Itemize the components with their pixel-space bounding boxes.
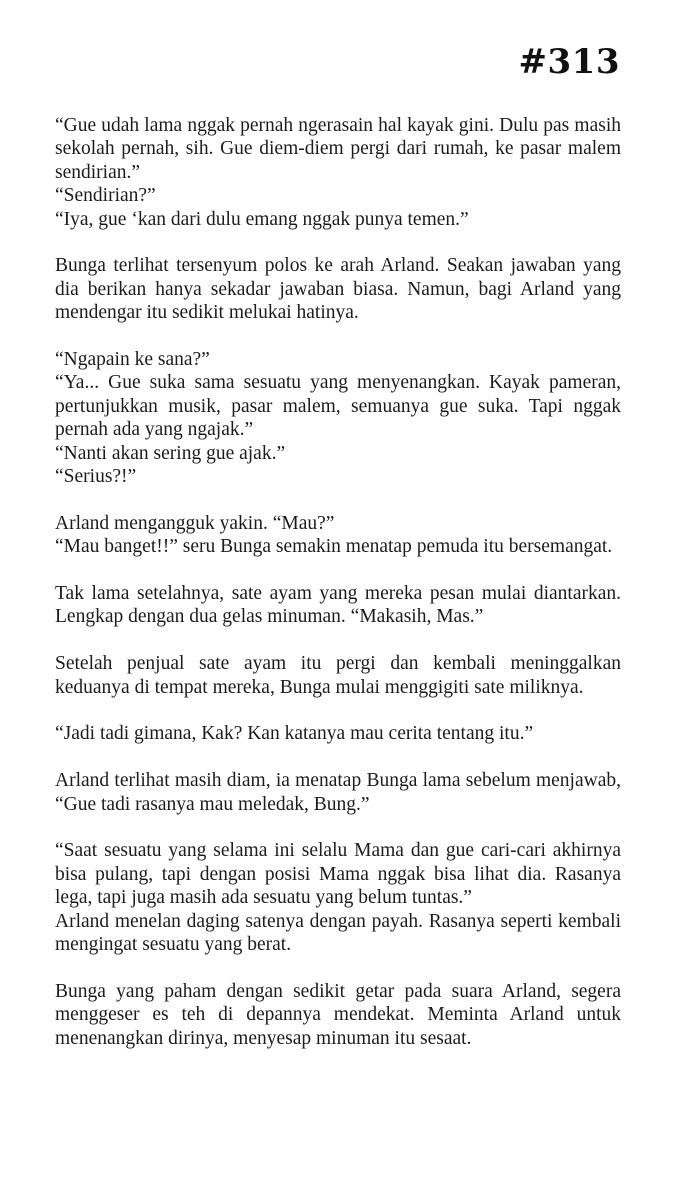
- dialogue-line: “Sendirian?”: [55, 185, 156, 207]
- paragraph: [55, 769, 621, 816]
- dialogue-line: “Serius?!”: [55, 466, 137, 488]
- dialogue-line: “Iya, gue ‘kan dari dulu emang nggak punya temen.”: [55, 208, 469, 230]
- paragraph: [55, 652, 621, 699]
- dialogue-line: “Mau banget!!” seru Bunga semakin menatap pemuda itu bersemangat.: [55, 536, 613, 558]
- paragraph: [55, 722, 621, 745]
- narration-line: Arland menelan daging satenya dengan payah. Rasanya seperti kembali mengingat sesuatu yang berat.: [55, 910, 621, 956]
- narration-line: Tak lama setelahnya, sate ayam yang mereka pesan mulai diantarkan. Lengkap dengan dua gelas minuman. “Makasih, Mas.”: [55, 583, 621, 628]
- narration-line: Bunga yang paham dengan sedikit getar pada suara Arland, segera menggeser es teh di depannya mendekat. Meminta Arland untuk menenangkan dirinya, menyesap minuman itu sesaat.: [55, 980, 621, 1049]
- paragraph: [55, 582, 621, 629]
- dialogue-line: “Gue udah lama nggak pernah ngerasain hal kayak gini. Dulu pas masih sekolah pernah, sih. Gue diem-diem pergi dari rumah, ke pasar malem sendirian.”: [55, 115, 621, 183]
- dialogue-line: “Jadi tadi gimana, Kak? Kan katanya mau cerita tentang itu.”: [55, 723, 534, 745]
- dialogue-line: “Saat sesuatu yang selama ini selalu Mama dan gue cari-cari akhirnya bisa pulang, tapi dengan posisi Mama nggak bisa lihat dia. Rasanya lega, tapi juga masih ada sesuatu yang belum tuntas.”: [55, 840, 621, 909]
- dialogue-line: “Nanti akan sering gue ajak.”: [55, 442, 286, 464]
- paragraph: [55, 254, 621, 324]
- paragraph: [55, 348, 621, 488]
- paragraph: [55, 114, 621, 231]
- paragraph: [55, 839, 621, 956]
- narration-line: Setelah penjual sate ayam itu pergi dan kembali meninggalkan keduanya di tempat mereka, Bunga mulai menggigiti sate miliknya.: [55, 653, 621, 698]
- narration-line: Arland terlihat masih diam, ia menatap Bunga lama sebelum menjawab, “Gue tadi rasanya mau meledak, Bung.”: [55, 770, 621, 815]
- narration-line: Bunga terlihat tersenyum polos ke arah Arland. Seakan jawaban yang dia berikan hanya sekadar jawaban biasa. Namun, bagi Arland yang mendengar itu sedikit melukai hatinya.: [55, 255, 621, 324]
- paragraph: [55, 980, 621, 1050]
- story-body: [55, 114, 621, 1074]
- narration-line: Arland mengangguk yakin. “Mau?”: [55, 512, 335, 534]
- dialogue-line: “Ya... Gue suka sama sesuatu yang menyenangkan. Kayak pameran, pertunjukkan musik, pasar malem, semuanya gue suka. Tapi nggak pernah ada yang ngajak.”: [55, 372, 621, 441]
- chapter-number: #313: [518, 42, 620, 82]
- paragraph: [55, 512, 621, 559]
- dialogue-line: “Ngapain ke sana?”: [55, 349, 210, 371]
